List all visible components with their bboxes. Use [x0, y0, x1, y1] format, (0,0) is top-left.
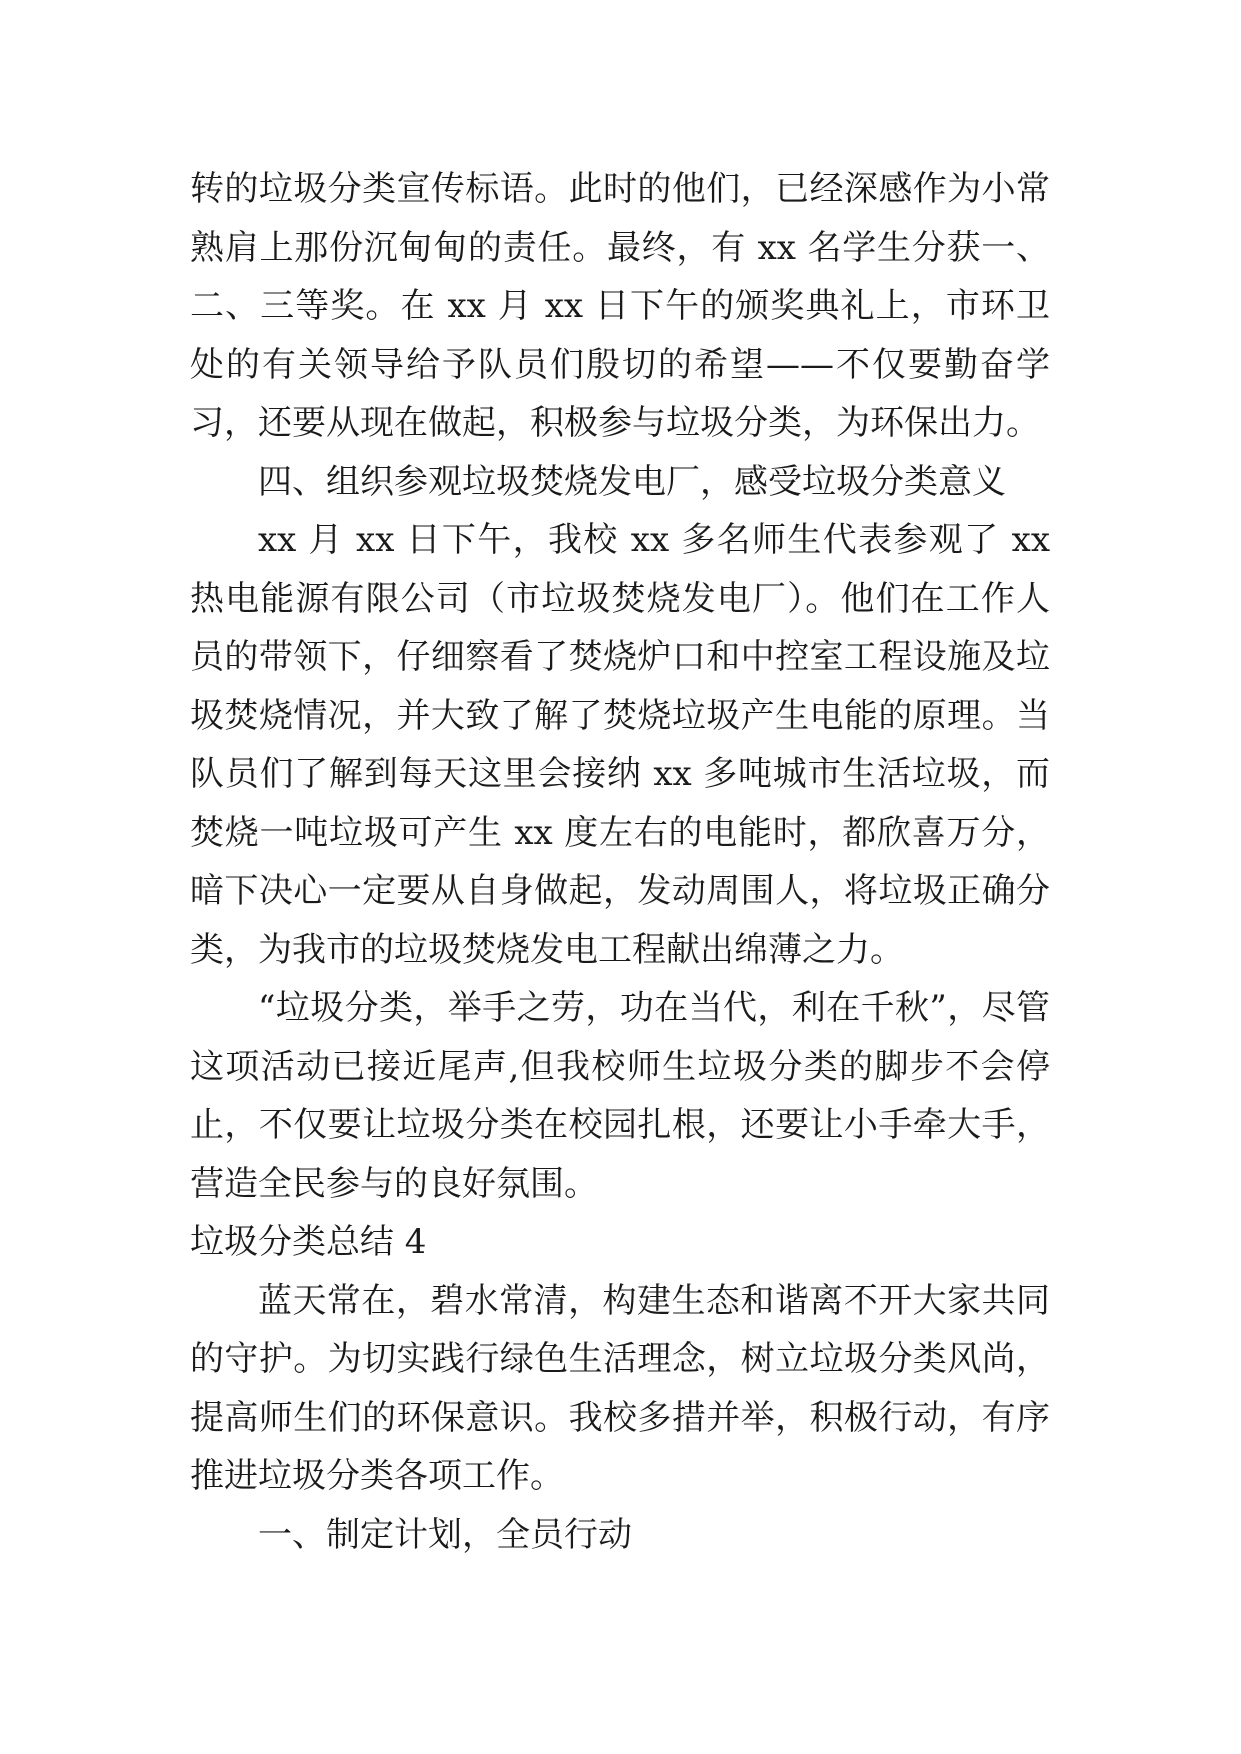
- paragraph-award-results: 转的垃圾分类宣传标语。此时的他们，已经深感作为小常熟肩上那份沉甸甸的责任。最终，有 xx 名学生分获一、二、三等奖。在 xx 月 xx 日下午的颁奖典礼上，市环卫处的有关领导给予队员们殷切的希望——不仅要勤奋学习，还要从现在做起，积极参与垃圾分类，为环保出力。: [190, 169, 1050, 443]
- summary-title: 垃圾分类总结 4: [190, 1222, 427, 1262]
- document-page: [190, 160, 1050, 1564]
- section-heading-plan: 一、制定计划，全员行动: [258, 1514, 632, 1555]
- section-heading-visit-plant: 四、组织参观垃圾焚烧发电厂，感受垃圾分类意义: [258, 461, 1006, 502]
- paragraph-conclusion: “垃圾分类，举手之劳，功在当代，利在千秋”，尽管这项活动已接近尾声,但我校师生垃圾分类的脚步不会停止，不仅要让垃圾分类在校园扎根，还要让小手牵大手，营造全民参与的良好氛围。: [190, 988, 1050, 1204]
- paragraph-plant-visit: xx 月 xx 日下午，我校 xx 多名师生代表参观了 xx 热电能源有限公司（市垃圾焚烧发电厂）。他们在工作人员的带领下，仔细察看了焚烧炉口和中控室工程设施及垃圾焚烧情况，并大致了解了焚烧垃圾产生电能的原理。当队员们了解到每天这里会接纳 xx 多吨城市生活垃圾，而焚烧一吨垃圾可产生 xx 度左右的电能时，都欣喜万分，暗下决心一定要从自身做起，发动周围人，将垃圾正确分类，为我市的垃圾焚烧发电工程献出绵薄之力。: [190, 520, 1050, 970]
- paragraph-introduction: 蓝天常在，碧水常清，构建生态和谐离不开大家共同的守护。为切实践行绿色生活理念，树立垃圾分类风尚，提高师生们的环保意识。我校多措并举，积极行动，有序推进垃圾分类各项工作。: [190, 1280, 1050, 1496]
